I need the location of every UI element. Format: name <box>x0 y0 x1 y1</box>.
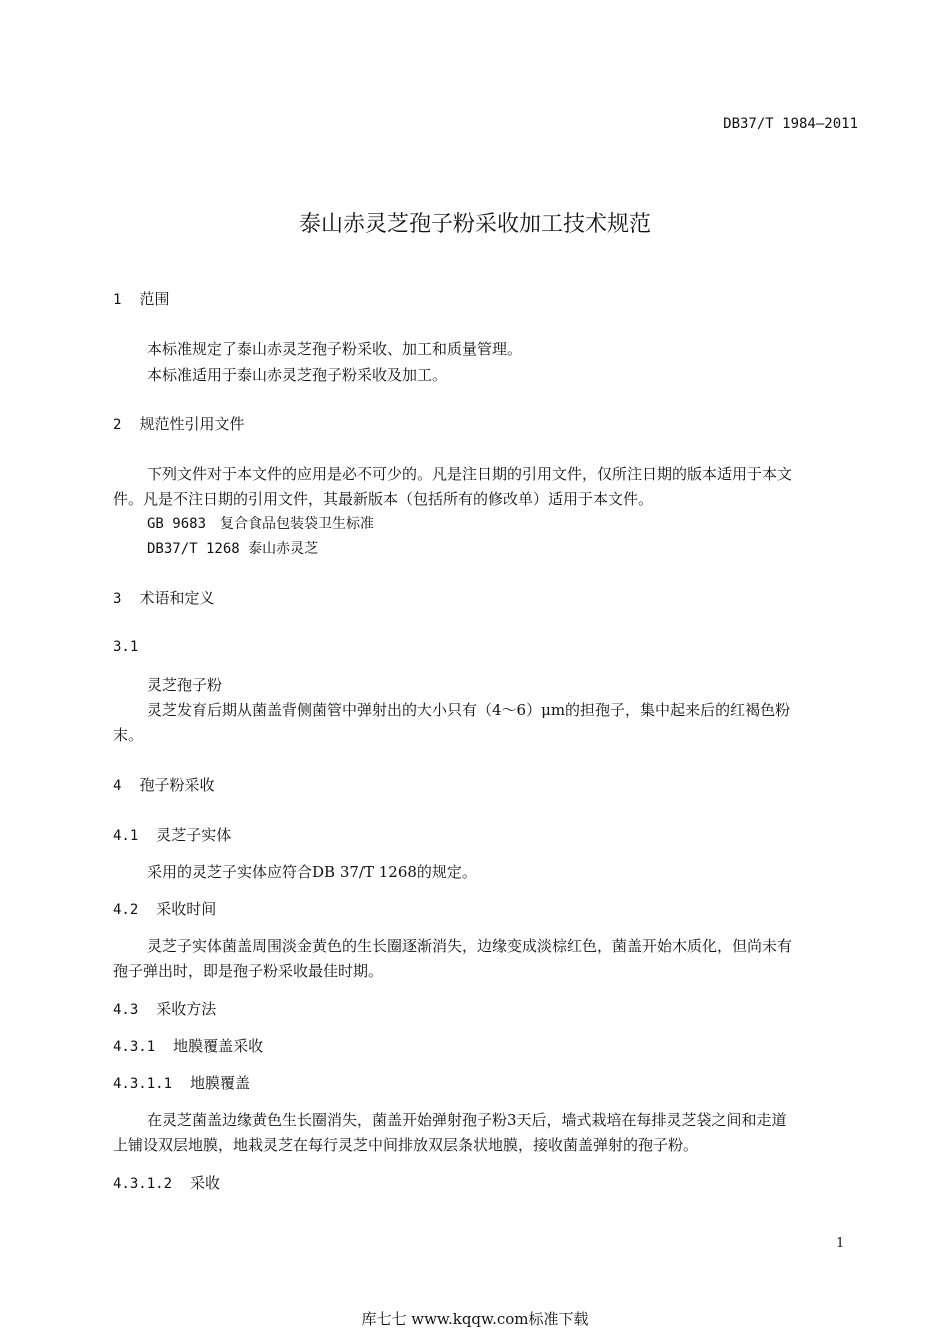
paragraph-line: 灵芝子实体菌盖周围淡金黄色的生长圈逐渐消失，边缘变成淡棕红色，菌盖开始木质化，但尚未有 <box>147 937 793 955</box>
paragraph: 本标准适用于泰山赤灵芝孢子粉采收及加工。 <box>147 366 448 384</box>
section-3-heading <box>113 587 214 608</box>
subsection-4-3-1-2-heading: 4.3.1.2 采收 <box>113 1174 221 1192</box>
section-number: 2 <box>113 417 122 433</box>
document-code: DB37/T 1984—2011 <box>723 116 858 132</box>
section-number: 1 <box>113 292 122 308</box>
document-title: 泰山赤灵芝孢子粉采收加工技术规范 <box>298 212 651 237</box>
section-4-heading <box>113 774 214 795</box>
term-name: 灵芝孢子粉 <box>147 676 223 694</box>
paragraph-line: 下列文件对于本文件的应用是必不可少的。凡是注日期的引用文件，仅所注日期的版本适用于本文 <box>147 465 793 483</box>
definition-line: 灵芝发育后期从菌盖背侧菌管中弹射出的大小只有（4～6）μm的担孢子，集中起来后的红褐色粉 <box>147 701 791 719</box>
subsection-4-3-heading: 4.3 采收方法 <box>113 1000 217 1018</box>
reference-db37t1268: DB37/T 1268 泰山赤灵芝 <box>147 541 319 557</box>
paragraph-line: 上铺设双层地膜，地栽灵芝在每行灵芝中间排放双层条状地膜，接收菌盖弹射的孢子粉。 <box>113 1136 699 1154</box>
paragraph-line: 件。凡是不注日期的引用文件，其最新版本（包括所有的修改单）适用于本文件。 <box>113 490 654 508</box>
subsection-4-3-1-1-heading: 4.3.1.1 地膜覆盖 <box>113 1074 251 1092</box>
definition-line: 末。 <box>113 726 144 744</box>
paragraph: 采用的灵芝子实体应符合DB 37/T 1268的规定。 <box>147 863 477 881</box>
section-title: 孢子粉采收 <box>139 776 215 794</box>
paragraph-line: 在灵芝菌盖边缘黄色生长圈消失，菌盖开始弹射孢子粉3天后，墙式栽培在每排灵芝袋之间和走道 <box>147 1111 787 1129</box>
section-title: 术语和定义 <box>139 589 215 607</box>
subsection-3-1-number: 3.1 <box>113 639 139 655</box>
footer-watermark: 库七七 www.kqqw.com标准下载 <box>361 1310 589 1328</box>
paragraph-line: 孢子弹出时，即是孢子粉采收最佳时期。 <box>113 962 384 980</box>
subsection-4-3-1-heading: 4.3.1 地膜覆盖采收 <box>113 1037 264 1055</box>
section-1-heading <box>113 288 169 309</box>
section-title: 范围 <box>139 290 170 308</box>
section-2-heading <box>113 413 244 434</box>
section-number: 4 <box>113 778 122 794</box>
paragraph: 本标准规定了泰山赤灵芝孢子粉采收、加工和质量管理。 <box>147 340 523 358</box>
subsection-4-2-heading: 4.2 采收时间 <box>113 900 217 918</box>
page-number: 1 <box>836 1236 845 1251</box>
reference-gb9683: GB 9683 复合食品包装袋卫生标准 <box>147 516 375 532</box>
subsection-4-1-heading: 4.1 灵芝子实体 <box>113 826 232 844</box>
section-title: 规范性引用文件 <box>139 415 245 433</box>
section-number: 3 <box>113 591 122 607</box>
